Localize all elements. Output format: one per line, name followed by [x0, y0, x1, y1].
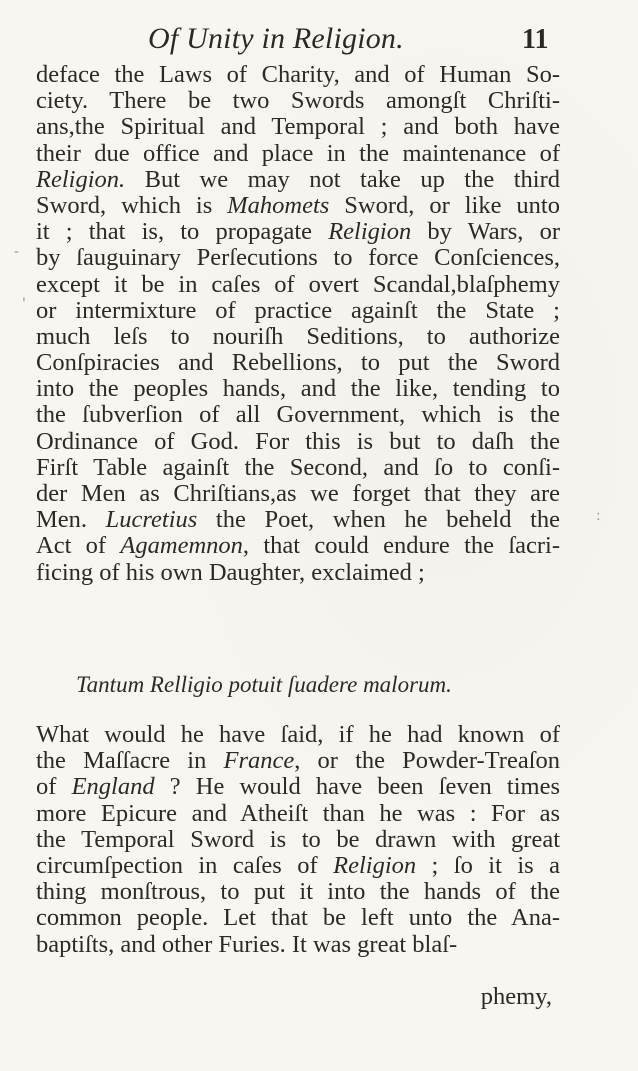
text-run: except it be in caſes of overt Scandal,blaſphemy: [36, 270, 560, 298]
text-run: baptiſts, and other Furies. It was great blaſ-: [36, 930, 458, 958]
italic-text: Religion: [328, 218, 412, 246]
text-line: [36, 533, 560, 559]
text-run: But we may not take up the third: [125, 165, 560, 193]
text-line: [36, 324, 560, 350]
text-run: it ; that is, to propagate: [36, 218, 329, 246]
italic-text: Religion.: [36, 165, 126, 193]
text-run: by Wars, or: [411, 218, 560, 246]
text-line: [36, 507, 560, 533]
text-line: [36, 376, 560, 402]
text-line: [36, 141, 560, 167]
text-line: [36, 748, 560, 774]
text-run: into the peoples hands, and the like, tending to: [36, 375, 560, 403]
running-title: Of Unity in Religion.: [148, 22, 404, 55]
text-run: , or the Powder-Treaſon: [294, 747, 560, 775]
text-run: by ſauguinary Perſecutions to force Conſciences,: [36, 244, 560, 272]
text-run: the Poet, when he beheld the: [197, 506, 560, 534]
latin-quotation: Tantum Relligio potuit ſuadere malorum.: [76, 672, 452, 697]
body-paragraph-1: [36, 62, 560, 586]
margin-mark: :: [596, 508, 601, 524]
text-line: [36, 560, 560, 586]
text-run: of: [36, 773, 72, 801]
text-run: Men.: [36, 506, 106, 534]
text-run: much leſs to nouriſh Seditions, to authorize: [36, 322, 560, 350]
text-line: [36, 801, 560, 827]
text-run: ficing of his own Daughter, exclaimed ;: [36, 558, 425, 586]
text-run: or intermixture of practice againſt the State ;: [36, 296, 560, 324]
text-run: Ordinance of God. For this is but to daſh the: [36, 427, 560, 455]
text-run: deface the Laws of Charity, and of Human So-: [36, 61, 560, 88]
text-line: [36, 481, 560, 507]
text-line: [36, 905, 560, 931]
text-line: [36, 219, 560, 245]
running-head: [0, 22, 638, 60]
text-line: [36, 879, 560, 905]
text-run: common people. Let that be left unto the Ana-: [36, 904, 560, 932]
text-line: [36, 350, 560, 376]
text-line: [36, 88, 560, 114]
text-run: the Maſſacre in: [36, 747, 224, 775]
text-run: thing monſtrous, to put it into the hands of the: [36, 878, 560, 906]
text-run: , that could endure the ſacri-: [242, 532, 560, 560]
margin-mark: ': [22, 296, 26, 312]
text-run: Sword, which is: [36, 191, 228, 219]
text-run: der Men as Chriſtians,as we forget that they are: [36, 480, 560, 507]
text-line: [36, 114, 560, 140]
text-line: [36, 193, 560, 219]
text-run: Sword, or like unto: [329, 191, 560, 219]
italic-text: Religion: [333, 851, 417, 879]
text-line: [36, 827, 560, 853]
text-run: circumſpection in caſes of: [36, 851, 334, 879]
text-run: Conſpiracies and Rebellions, to put the Sword: [36, 349, 560, 377]
italic-text: France: [223, 747, 295, 775]
text-line: [36, 272, 560, 298]
text-run: ? He would have been ſeven times: [154, 773, 560, 801]
text-run: ans,the Spiritual and Temporal ; and both have: [36, 113, 560, 141]
text-line: [36, 722, 560, 748]
text-run: Firſt Table againſt the Second, and ſo to conſi-: [36, 453, 560, 481]
italic-text: Lucretius: [105, 506, 198, 534]
body-paragraph-2: [36, 722, 560, 958]
text-run: Act of: [36, 532, 121, 560]
text-line: [36, 774, 560, 800]
text-line: [36, 429, 560, 455]
italic-text: Agamemnon: [120, 532, 243, 560]
text-run: ciety. There be two Swords amongſt Chriſti-: [36, 87, 560, 115]
text-line: [36, 298, 560, 324]
text-run: the Temporal Sword is to be drawn with great: [36, 825, 560, 853]
margin-mark: -: [14, 244, 20, 260]
text-line: [36, 853, 560, 879]
text-run: What would he have ſaid, if he had known of: [36, 721, 560, 748]
text-line: [36, 402, 560, 428]
italic-text: Mahomets: [227, 191, 330, 219]
catchword: phemy,: [480, 983, 552, 1010]
text-line: [36, 62, 560, 88]
text-run: their due office and place in the maintenance of: [36, 139, 560, 167]
text-run: ; ſo it is a: [416, 851, 560, 879]
text-line: [36, 245, 560, 271]
italic-text: England: [71, 773, 155, 801]
text-line: [36, 932, 560, 958]
page-number: 11: [522, 24, 549, 55]
text-line: [36, 455, 560, 481]
text-run: more Epicure and Atheiſt than he was : For as: [36, 799, 560, 827]
text-run: the ſubverſion of all Government, which is the: [36, 401, 560, 429]
text-line: [36, 167, 560, 193]
